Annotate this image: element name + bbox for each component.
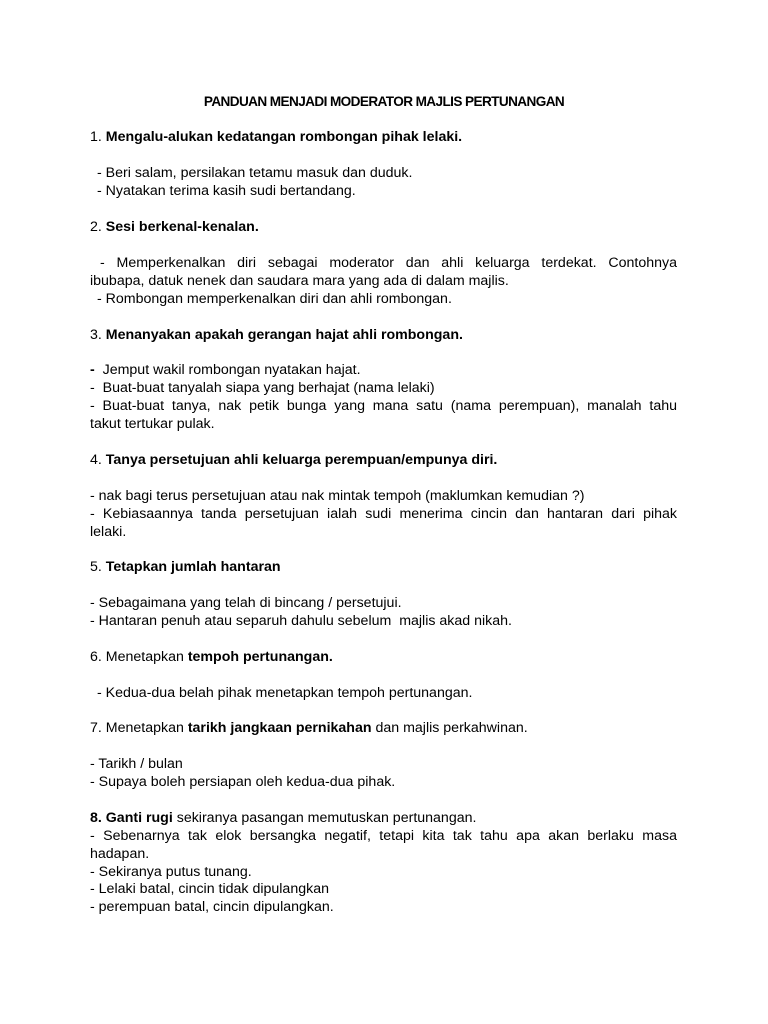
section-7-heading [90,719,677,737]
section-2-item: - Rombongan memperkenalkan diri dan ahli rombongan. [97,291,452,307]
bold-dash: - [90,362,95,378]
section-5-heading [90,558,677,576]
section-5-title: Tetapkan jumlah hantaran [105,559,281,575]
document-title: PANDUAN MENJADI MODERATOR MAJLIS PERTUNANGAN [203,94,565,109]
section-1-item: - Beri salam, persilakan tetamu masuk dan duduk. [97,165,413,181]
section-4-item: lelaki. [90,524,127,540]
section-4-heading [90,451,677,469]
section-5-number: 5. [90,559,106,575]
section-8-item: hadapan. [90,846,150,862]
section-2-title: Sesi berkenal-kenalan. [105,219,259,235]
section-2-heading [90,218,677,236]
section-8-item: - Sebenarnya tak elok bersangka negatif, tetapi kita tak tahu apa akan berlaku masa [90,828,677,844]
section-8-suffix: sekiranya pasangan memutuskan pertunangan. [172,810,477,826]
section-6-prefix: 6. Menetapkan [90,649,188,665]
section-4-item: - nak bagi terus persetujuan atau nak mintak tempoh (maklumkan kemudian ?) [90,488,585,504]
section-3-item: takut tertukar pulak. [90,416,215,432]
section-3-title: Menanyakan apakah gerangan hajat ahli rombongan. [105,327,463,343]
section-7-prefix: 7. Menetapkan [90,720,188,736]
section-4-title: Tanya persetujuan ahli keluarga perempuan/empunya diri. [105,452,498,468]
section-1-number: 1. [90,129,106,145]
section-6-title: tempoh pertunangan. [187,649,333,665]
section-2-item: ibubapa, datuk nenek dan saudara mara yang ada di dalam majlis. [90,273,509,289]
section-7-item: - Tarikh / bulan [90,756,183,772]
section-3-item [90,361,677,379]
section-4-number: 4. [90,452,106,468]
section-3-item: - Buat-buat tanya, nak petik bunga yang mana satu (nama perempuan), manalah tahu [90,398,677,414]
section-8-item: - Sekiranya putus tunang. [90,864,252,880]
section-4-item: - Kebiasaannya tanda persetujuan ialah sudi menerima cincin dan hantaran dari pihak [90,506,677,522]
section-8-heading [90,809,677,827]
section-2-number: 2. [90,219,106,235]
section-3-number: 3. [90,327,106,343]
section-7-suffix: dan majlis perkahwinan. [371,720,528,736]
section-2-item: - Memperkenalkan diri sebagai moderator dan ahli keluarga terdekat. Contohnya [100,255,677,271]
section-7-title: tarikh jangkaan pernikahan [187,720,372,736]
section-8-item: - Lelaki batal, cincin tidak dipulangkan [90,881,329,897]
section-5-item: - Sebagaimana yang telah di bincang / persetujui. [90,595,402,611]
section-3-heading [90,326,677,344]
section-3-item-text: Jemput wakil rombongan nyatakan hajat. [94,362,361,378]
section-8-item: - perempuan batal, cincin dipulangkan. [90,899,334,915]
section-6-heading [90,648,677,666]
section-8-title: 8. Ganti rugi [90,810,173,826]
section-7-item: - Supaya boleh persiapan oleh kedua-dua pihak. [90,774,396,790]
section-1-title: Mengalu-alukan kedatangan rombongan pihak lelaki. [105,129,463,145]
section-1-item: - Nyatakan terima kasih sudi bertandang. [97,183,356,199]
section-6-item: - Kedua-dua belah pihak menetapkan tempoh pertunangan. [97,685,473,701]
section-1-heading [90,128,677,146]
section-5-item: - Hantaran penuh atau separuh dahulu sebelum majlis akad nikah. [90,613,512,629]
section-3-item: - Buat-buat tanyalah siapa yang berhajat (nama lelaki) [90,380,435,396]
